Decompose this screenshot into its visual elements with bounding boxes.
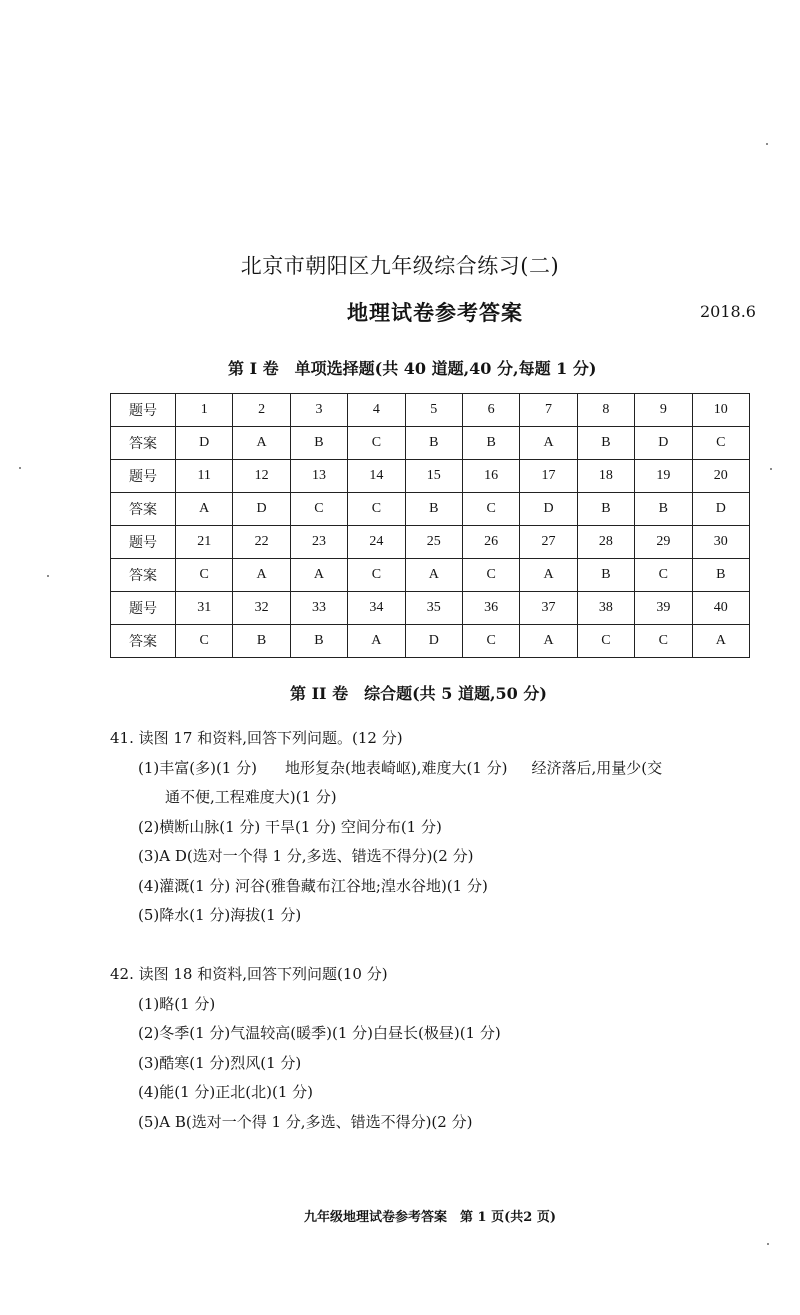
question-number-cell: 11 xyxy=(176,460,233,493)
q42-answer-1: (1)略(1 分) xyxy=(138,995,216,1013)
answer-label: 答案 xyxy=(111,427,176,460)
answer-cell: A xyxy=(405,559,462,592)
answer-cell: B xyxy=(290,625,347,658)
answer-cell: B xyxy=(577,493,634,526)
answer-cell: C xyxy=(462,493,519,526)
question-number-cell: 9 xyxy=(635,394,692,427)
answer-cell: B xyxy=(405,427,462,460)
question-number-cell: 4 xyxy=(348,394,405,427)
answer-row xyxy=(111,427,750,460)
question-number-cell: 2 xyxy=(233,394,290,427)
question-number-cell: 32 xyxy=(233,592,290,625)
answer-cell: D xyxy=(520,493,577,526)
answer-cell: D xyxy=(176,427,233,460)
question-number-cell: 35 xyxy=(405,592,462,625)
part2-heading: 第 II 卷 综合题(共 5 道题,50 分) xyxy=(290,684,547,703)
question-number-cell: 28 xyxy=(577,526,634,559)
question-number-cell: 24 xyxy=(348,526,405,559)
q42-answer-2: (2)冬季(1 分)气温较高(暖季)(1 分)白昼长(极昼)(1 分) xyxy=(138,1024,501,1042)
answer-cell: B xyxy=(635,493,692,526)
question-number-cell: 10 xyxy=(692,394,749,427)
q41-answer-4: (4)灌溉(1 分) 河谷(雅鲁藏布江谷地;湟水谷地)(1 分) xyxy=(138,877,488,895)
question-number-cell: 14 xyxy=(348,460,405,493)
question-number-cell: 37 xyxy=(520,592,577,625)
answer-cell: A xyxy=(290,559,347,592)
question-number-cell: 17 xyxy=(520,460,577,493)
answer-cell: B xyxy=(462,427,519,460)
answer-cell: C xyxy=(635,625,692,658)
answer-cell: C xyxy=(348,427,405,460)
q41-answer-1-part3: 经济落后,用量少(交 xyxy=(531,759,663,777)
question-number-cell: 6 xyxy=(462,394,519,427)
q42-answer-3: (3)酷寒(1 分)烈风(1 分) xyxy=(138,1054,302,1072)
answer-cell: B xyxy=(290,427,347,460)
answer-cell: A xyxy=(520,625,577,658)
question-number-cell: 20 xyxy=(692,460,749,493)
question-number-row xyxy=(111,394,750,427)
answer-cell: C xyxy=(462,559,519,592)
answer-cell: D xyxy=(233,493,290,526)
answer-cell: A xyxy=(692,625,749,658)
question-number-cell: 23 xyxy=(290,526,347,559)
question-number-cell: 15 xyxy=(405,460,462,493)
answer-cell: D xyxy=(635,427,692,460)
answer-label: 答案 xyxy=(111,493,176,526)
q42-answer-5: (5)A B(选对一个得 1 分,多选、错选不得分)(2 分) xyxy=(138,1113,473,1131)
question-number-cell: 21 xyxy=(176,526,233,559)
answer-cell: A xyxy=(233,559,290,592)
part1-heading: 第 I 卷 单项选择题(共 40 道题,40 分,每题 1 分) xyxy=(228,359,597,378)
answer-cell: B xyxy=(577,559,634,592)
answer-row xyxy=(111,559,750,592)
question-number-row xyxy=(111,460,750,493)
question-number-cell: 39 xyxy=(635,592,692,625)
answer-cell: A xyxy=(520,559,577,592)
q41-answer-1-part2: 地形复杂(地表崎岖),难度大(1 分) xyxy=(284,759,508,777)
question-number-cell: 13 xyxy=(290,460,347,493)
question-number-cell: 5 xyxy=(405,394,462,427)
q41-answer-2: (2)横断山脉(1 分) 干旱(1 分) 空间分布(1 分) xyxy=(138,818,442,836)
question-number-cell: 1 xyxy=(176,394,233,427)
question-number-cell: 26 xyxy=(462,526,519,559)
q41-answer-5: (5)降水(1 分)海拔(1 分) xyxy=(138,906,302,924)
question-number-cell: 36 xyxy=(462,592,519,625)
answer-cell: B xyxy=(692,559,749,592)
answer-cell: B xyxy=(577,427,634,460)
answer-key-title: 地理试卷参考答案 xyxy=(347,300,523,325)
answer-cell: C xyxy=(635,559,692,592)
question-number-cell: 8 xyxy=(577,394,634,427)
answer-cell: A xyxy=(233,427,290,460)
question-number-label: 题号 xyxy=(111,460,176,493)
q41-answer-3: (3)A D(选对一个得 1 分,多选、错选不得分)(2 分) xyxy=(138,847,474,865)
q41-title: 41. 读图 17 和资料,回答下列问题。(12 分) xyxy=(110,729,403,747)
question-number-cell: 33 xyxy=(290,592,347,625)
question-number-cell: 29 xyxy=(635,526,692,559)
answer-row xyxy=(111,493,750,526)
question-number-cell: 22 xyxy=(233,526,290,559)
question-number-cell: 25 xyxy=(405,526,462,559)
answer-cell: C xyxy=(348,559,405,592)
answer-cell: C xyxy=(290,493,347,526)
answer-cell: C xyxy=(462,625,519,658)
scan-speck xyxy=(47,575,49,577)
question-number-cell: 3 xyxy=(290,394,347,427)
answer-label: 答案 xyxy=(111,559,176,592)
answer-label: 答案 xyxy=(111,625,176,658)
answer-cell: C xyxy=(176,559,233,592)
answer-cell: C xyxy=(692,427,749,460)
answer-table xyxy=(110,393,750,658)
question-number-row xyxy=(111,592,750,625)
question-number-cell: 30 xyxy=(692,526,749,559)
question-number-cell: 19 xyxy=(635,460,692,493)
question-number-cell: 40 xyxy=(692,592,749,625)
answer-cell: B xyxy=(405,493,462,526)
answer-cell: C xyxy=(176,625,233,658)
question-number-cell: 7 xyxy=(520,394,577,427)
answer-cell: D xyxy=(692,493,749,526)
q41-answer-1-cont: 通不便,工程难度大)(1 分) xyxy=(165,788,337,806)
answer-cell: C xyxy=(577,625,634,658)
q41-answer-1 xyxy=(138,757,662,778)
page-footer: 九年级地理试卷参考答案 第 1 页(共2 页) xyxy=(304,1210,556,1225)
question-number-cell: 18 xyxy=(577,460,634,493)
answer-cell: A xyxy=(176,493,233,526)
scan-speck xyxy=(766,143,768,145)
question-number-cell: 38 xyxy=(577,592,634,625)
question-number-cell: 27 xyxy=(520,526,577,559)
q42-answer-4: (4)能(1 分)正北(北)(1 分) xyxy=(138,1083,313,1101)
q41-answer-1-part1: (1)丰富(多)(1 分) xyxy=(138,759,257,777)
answer-cell: A xyxy=(520,427,577,460)
question-number-cell: 31 xyxy=(176,592,233,625)
exam-date: 2018.6 xyxy=(700,302,756,321)
question-number-label: 题号 xyxy=(111,394,176,427)
exam-title: 北京市朝阳区九年级综合练习(二) xyxy=(240,254,560,278)
question-number-cell: 12 xyxy=(233,460,290,493)
answer-cell: C xyxy=(348,493,405,526)
scan-speck xyxy=(19,467,21,469)
answer-cell: B xyxy=(233,625,290,658)
answer-row xyxy=(111,625,750,658)
question-number-label: 题号 xyxy=(111,592,176,625)
question-number-cell: 16 xyxy=(462,460,519,493)
scan-speck xyxy=(770,468,772,470)
question-number-label: 题号 xyxy=(111,526,176,559)
answer-cell: A xyxy=(348,625,405,658)
question-number-row xyxy=(111,526,750,559)
q42-title: 42. 读图 18 和资料,回答下列问题(10 分) xyxy=(110,965,388,983)
scan-speck xyxy=(767,1243,769,1245)
question-number-cell: 34 xyxy=(348,592,405,625)
answer-cell: D xyxy=(405,625,462,658)
